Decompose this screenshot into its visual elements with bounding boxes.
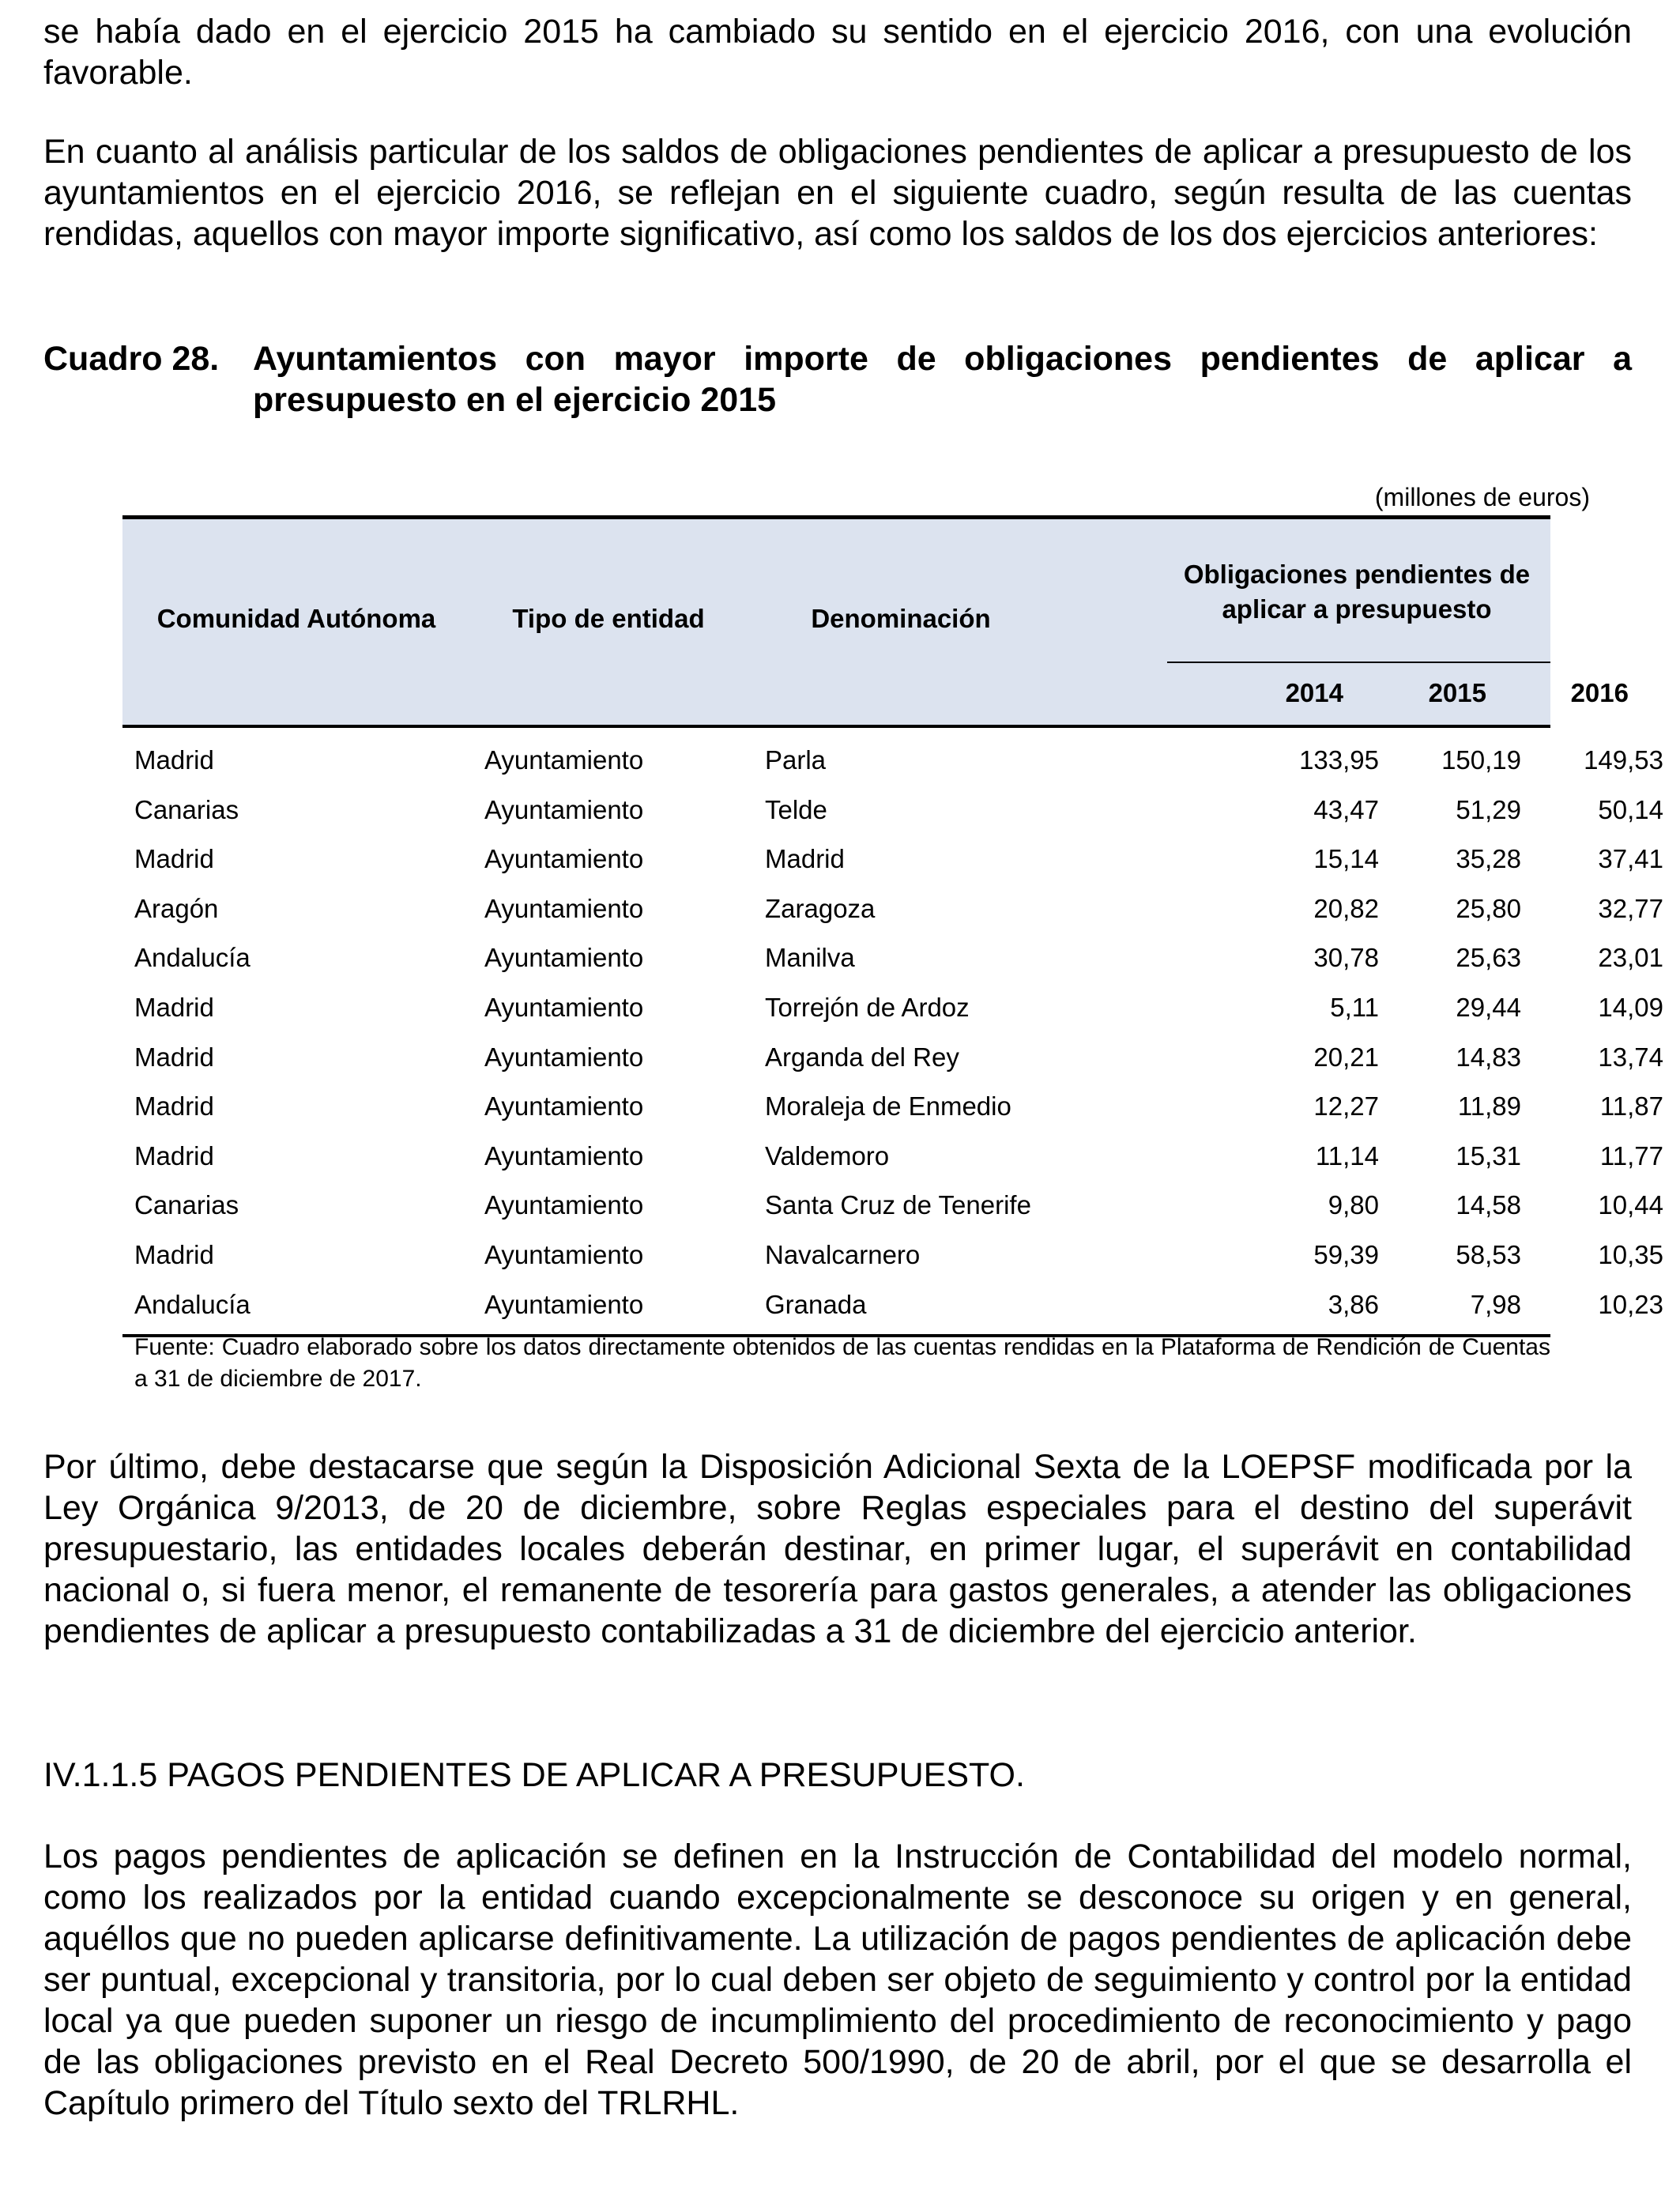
cell-tipo: Ayuntamiento xyxy=(484,1289,644,1319)
cell-comunidad: Madrid xyxy=(134,1091,214,1122)
cell-tipo: Ayuntamiento xyxy=(484,745,644,775)
cell-denominacion: Manilva xyxy=(765,943,855,973)
paragraph-intro-continuation: se había dado en el ejercicio 2015 ha cambiado su sentido en el ejercicio 2016, con una evolución favorable. xyxy=(43,13,1632,92)
cell-tipo: Ayuntamiento xyxy=(484,1239,644,1269)
cell-denominacion: Santa Cruz de Tenerife xyxy=(765,1190,1031,1220)
cell-comunidad: Aragón xyxy=(134,893,219,923)
paragraph-loepsf: Por último, debe destacarse que según la Disposición Adicional Sexta de la LOEPSF modificada por la Ley Orgánica 9/2013, de 20 de diciembre, sobre Reglas especiales para el destino del superávit presupuestario, las entidades locales deberán destinar, en primer lugar, el superávit en contabilidad nacional o, si fuera menor, el remanente de tesorería para gastos generales, a atender las obligaciones pendientes de aplicar a presupuesto contabilizadas a 31 de diciembre del ejercicio anterior. xyxy=(43,1448,1632,1650)
cell-2016: 11,77 xyxy=(1599,1140,1663,1171)
header-tipo: Tipo de entidad xyxy=(512,604,705,633)
cell-2014: 12,27 xyxy=(1313,1091,1379,1122)
cell-2014: 15,14 xyxy=(1313,844,1379,874)
cell-comunidad: Madrid xyxy=(134,1239,214,1269)
table-row xyxy=(122,1132,1663,1182)
cell-2015: 25,80 xyxy=(1456,893,1521,923)
cell-denominacion: Arganda del Rey xyxy=(765,1042,959,1072)
table-row xyxy=(122,1231,1663,1280)
cell-2015: 14,58 xyxy=(1456,1190,1521,1220)
header-year-2014: 2014 xyxy=(1285,678,1343,707)
table-body xyxy=(122,728,1663,1337)
cell-2015: 29,44 xyxy=(1456,992,1521,1022)
cell-denominacion: Moraleja de Enmedio xyxy=(765,1091,1011,1122)
cell-2016: 23,01 xyxy=(1598,943,1663,973)
cell-2014: 20,82 xyxy=(1313,893,1379,923)
cell-2014: 20,21 xyxy=(1313,1042,1379,1072)
cell-tipo: Ayuntamiento xyxy=(484,943,644,973)
cell-2014: 9,80 xyxy=(1328,1190,1379,1220)
table-row xyxy=(122,1033,1663,1083)
cell-2016: 32,77 xyxy=(1598,893,1663,923)
cell-comunidad: Madrid xyxy=(134,745,214,775)
table-caption xyxy=(43,338,1632,420)
table-row xyxy=(122,736,1663,786)
cell-2016: 10,35 xyxy=(1598,1239,1663,1269)
header-divider xyxy=(1167,662,1550,663)
cell-2015: 15,31 xyxy=(1456,1140,1521,1171)
cell-comunidad: Canarias xyxy=(134,794,239,824)
cell-comunidad: Madrid xyxy=(134,1042,214,1072)
cell-2015: 7,98 xyxy=(1470,1289,1521,1319)
cell-2015: 35,28 xyxy=(1456,844,1521,874)
cell-2016: 50,14 xyxy=(1598,794,1663,824)
header-comunidad: Comunidad Autónoma xyxy=(156,604,436,633)
header-denominacion: Denominación xyxy=(811,604,991,633)
cell-tipo: Ayuntamiento xyxy=(484,1042,644,1072)
cell-tipo: Ayuntamiento xyxy=(484,1091,644,1122)
cell-2016: 13,74 xyxy=(1598,1042,1663,1072)
cell-2015: 25,63 xyxy=(1456,943,1521,973)
table-units: (millones de euros) xyxy=(1374,483,1590,511)
header-year-2015: 2015 xyxy=(1428,678,1486,707)
table-row xyxy=(122,983,1663,1033)
cell-2016: 37,41 xyxy=(1598,844,1663,874)
cell-2014: 30,78 xyxy=(1313,943,1379,973)
table-header xyxy=(122,515,1629,728)
table-row xyxy=(122,1082,1663,1132)
cell-denominacion: Torrejón de Ardoz xyxy=(765,992,970,1022)
cell-2016: 11,87 xyxy=(1599,1091,1663,1122)
cell-2015: 58,53 xyxy=(1456,1239,1521,1269)
cell-comunidad: Madrid xyxy=(134,992,214,1022)
table-row xyxy=(122,786,1663,835)
cell-2015: 51,29 xyxy=(1456,794,1521,824)
cell-2015: 150,19 xyxy=(1441,745,1521,775)
cell-2014: 133,95 xyxy=(1299,745,1379,775)
cell-2014: 43,47 xyxy=(1313,794,1379,824)
cell-2016: 14,09 xyxy=(1598,992,1663,1022)
table-row xyxy=(122,1280,1663,1330)
cell-tipo: Ayuntamiento xyxy=(484,1140,644,1171)
data-table xyxy=(122,515,1663,1337)
table-row xyxy=(122,933,1663,983)
cell-comunidad: Canarias xyxy=(134,1190,239,1220)
cell-denominacion: Granada xyxy=(765,1289,867,1319)
table-row xyxy=(122,884,1663,934)
cell-2014: 59,39 xyxy=(1313,1239,1379,1269)
cell-tipo: Ayuntamiento xyxy=(484,794,644,824)
cell-tipo: Ayuntamiento xyxy=(484,893,644,923)
cell-denominacion: Zaragoza xyxy=(765,893,876,923)
cell-comunidad: Andalucía xyxy=(134,943,250,973)
cell-denominacion: Parla xyxy=(765,745,827,775)
cell-comunidad: Madrid xyxy=(134,1140,214,1171)
paragraph-analysis: En cuanto al análisis particular de los saldos de obligaciones pendientes de aplicar a presupuesto de los ayuntamientos en el ejercicio 2016, se reflejan en el siguiente cuadro, según resulta de las cuentas rendidas, aquellos con mayor importe significativo, así como los saldos de los dos ejercicios anteriores: xyxy=(43,133,1632,253)
cell-2016: 10,23 xyxy=(1598,1289,1663,1319)
cell-2014: 3,86 xyxy=(1328,1289,1379,1319)
cell-2015: 11,89 xyxy=(1457,1091,1521,1122)
table-row xyxy=(122,835,1663,884)
cell-comunidad: Madrid xyxy=(134,844,214,874)
cell-2014: 11,14 xyxy=(1315,1140,1379,1171)
section-heading: IV.1.1.5 PAGOS PENDIENTES DE APLICAR A PRESUPUESTO. xyxy=(43,1756,1025,1794)
paragraph-pagos-pendientes: Los pagos pendientes de aplicación se definen en la Instrucción de Contabilidad del modelo normal, como los realizados por la entidad cuando excepcionalmente se desconoce su origen y en general, aquéllos que no pueden aplicarse definitivamente. La utilización de pagos pendientes de aplicación debe ser puntual, excepcional y transitoria, por lo cual deben ser objeto de seguimiento y control por la entidad local ya que pueden suponer un riesgo de incumplimiento del procedimiento de reconocimiento y pago de las obligaciones previsto en el Real Decreto 500/1990, de 20 de abril, por el que se desarrolla el Capítulo primero del Título sexto del TRLRHL. xyxy=(43,1838,1632,2122)
table-row xyxy=(122,1181,1663,1231)
cell-comunidad: Andalucía xyxy=(134,1289,250,1319)
cell-tipo: Ayuntamiento xyxy=(484,1190,644,1220)
cell-2015: 14,83 xyxy=(1456,1042,1521,1072)
header-obligaciones: Obligaciones pendientes de aplicar a presupuesto xyxy=(1183,560,1531,624)
cell-denominacion: Telde xyxy=(765,794,827,824)
cell-denominacion: Madrid xyxy=(765,844,845,874)
cell-2016: 10,44 xyxy=(1598,1190,1663,1220)
cell-tipo: Ayuntamiento xyxy=(484,992,644,1022)
cell-tipo: Ayuntamiento xyxy=(484,844,644,874)
cell-denominacion: Navalcarnero xyxy=(765,1239,921,1269)
caption-title: Ayuntamientos con mayor importe de obligaciones pendientes de aplicar a presupuesto en el ejercicio 2015 xyxy=(253,340,1632,419)
header-year-2016: 2016 xyxy=(1570,678,1629,707)
cell-denominacion: Valdemoro xyxy=(765,1140,890,1171)
caption-number: Cuadro 28. xyxy=(43,340,220,378)
cell-2014: 5,11 xyxy=(1330,992,1379,1022)
cell-2016: 149,53 xyxy=(1584,745,1663,775)
table-source: Fuente: Cuadro elaborado sobre los datos directamente obtenidos de las cuentas rendidas en la Plataforma de Rendición de Cuentas a 31 de diciembre de 2017. xyxy=(134,1334,1550,1392)
